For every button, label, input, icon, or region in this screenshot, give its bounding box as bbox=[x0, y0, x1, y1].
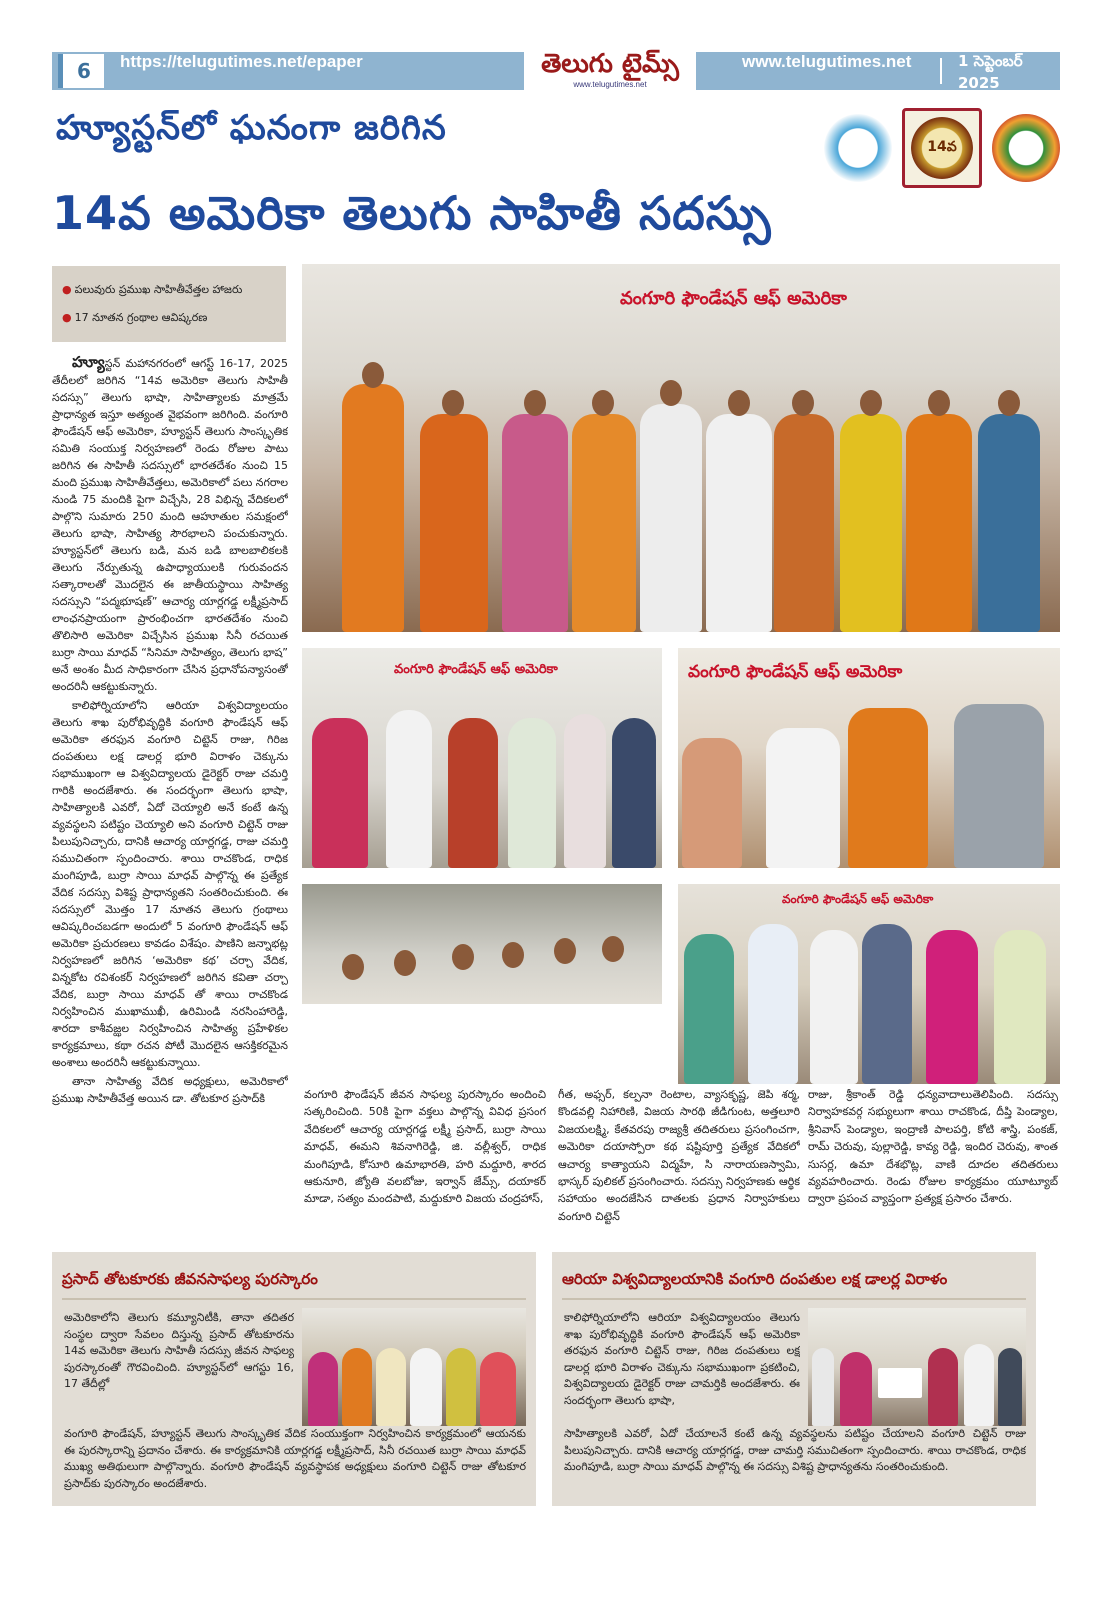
head bbox=[554, 938, 576, 964]
story-text: కాలిఫోర్నియాలోని ఆరియా విశ్వవిద్యాలయం తెలుగు శాఖ పురోభివృద్ధికి వంగూరి ఫౌండేషన్ ఆఫ్ అమెరికా తరఫున వంగూరి చిట్టెన్ రాజు, గిరిజ దంపతులు లక్ష డాలర్ల భూరి విరాళం చెక్కును సభాముఖంగా ప్రకటించి, విశ్వవిద్యాలయ డైరెక్టర్ రాజు చామర్తికి అందజేశారు. ఈ సందర్భంగా తెలుగు భాషా, bbox=[564, 1311, 800, 1407]
person bbox=[572, 414, 636, 632]
head bbox=[524, 390, 546, 416]
person bbox=[926, 930, 978, 1084]
person bbox=[420, 414, 488, 632]
continuation-column: వంగూరి ఫౌండేషన్ జీవన సాఫల్య పురస్కారం అందించి సత్కరించింది. 50కి పైగా వక్తలు పాల్గొన్న వివిధ ప్రసంగ వేదికలలో ఆచార్య యార్లగడ్డ లక్ష్మీ ప్రసాద్, బుర్రా సాయి మాధవ్, ఈమని శివనాగిరెడ్డి, జి. వల్లీశ్వర్, రాధిక మంగిపూడి, కోసూరి ఉమాభారతి, హరి మద్దూరి, శారద ఆకునూరి, జ్యోతి వలబోజు, ఇర్వాన్ జేమ్స్, దయాకర్ మాడా, సత్యం మందపాటి, మద్దుకూరి విజయ చంద్రహాస్, bbox=[304, 1088, 546, 1206]
person bbox=[410, 1348, 442, 1426]
vanguri-foundation-logo bbox=[824, 114, 892, 182]
head bbox=[442, 390, 464, 416]
person bbox=[998, 1348, 1022, 1426]
group-photo-main bbox=[302, 264, 1060, 632]
head bbox=[860, 390, 882, 416]
sadassu-14-logo bbox=[902, 108, 982, 188]
head bbox=[998, 390, 1020, 416]
highlights-box bbox=[52, 266, 286, 342]
person bbox=[748, 924, 798, 1084]
person bbox=[640, 404, 702, 632]
photo-banner: వంగూరి ఫౌండేషన్ ఆఫ్ అమెరికా bbox=[782, 892, 934, 906]
story-text: వంగూరి ఫౌండేషన్, హ్యూస్టన్ తెలుగు సాంస్కృతిక వేదిక సంయుక్తంగా నిర్వహించిన కార్యక్రమంలో ఆయనకు ఈ పురస్కారాన్ని ప్రదానం చేశారు. ఈ కార్యక్రమానికి యార్లగడ్డ లక్ష్మీప్రసాద్, సినీ రచయిత బుర్రా సాయి మాధవ్ ముఖ్య అతిథులుగా పాల్గొన్నారు. వంగూరి ఫౌండేషన్ వ్యవస్థాపక అధ్యక్షులు వంగూరి చిట్టెన్ రాజు తోటకూర ప్రసాద్‌కు పురస్కారం అందజేశారు. bbox=[64, 1427, 526, 1490]
lifetime-award-story bbox=[52, 1252, 536, 1506]
title-rule bbox=[62, 1298, 526, 1300]
story-text: సాహిత్యాలకి ఎవరో, ఏదో చేయాలనే కంటే ఉన్న వ్యవస్థలను పటిష్టం చేయాలని వంగూరి చిట్టెన్ రాజు పిలుపునిచ్చారు. దానికి ఆచార్య యార్లగడ్డ, రాజు చామర్తి సముచితంగా స్పందించారు. శాయి రాచకొండ, రాధిక మంగిపూడి, బుర్రా సాయి మాధవ్ పాల్గొన్న ఈ సదస్సు విశిష్ట ప్రాధాన్యతను సంతరించుకుంది. bbox=[564, 1427, 1026, 1474]
header-divider bbox=[940, 58, 942, 84]
site-url[interactable]: www.telugutimes.net bbox=[742, 52, 912, 71]
person bbox=[342, 1348, 372, 1426]
epaper-url[interactable]: https://telugutimes.net/epaper bbox=[120, 52, 363, 71]
page-number: 6 bbox=[58, 54, 104, 88]
person bbox=[774, 414, 834, 632]
continuation-column: రాజు, శ్రీకాంత్ రెడ్డి ధన్యవాదాలుతెలిపింది. సదస్సు నిర్వాహకవర్గ సభ్యులుగా శాయి రాచకొండ, దీప్తి పెండ్యాల, శ్రీనివాస్ పెండ్యాల, ఇంద్రాణి పాలపర్తి, కోటి శాస్త్రి, పంకజ్, రామ్ చెరువు, పుల్లారెడ్డి, కావ్య రెడ్డి, ఇందిర చెరువు, శాంత సుసర్ల, ఉమా దేశభొట్ల, వాణి దూదల తదితరులు వ్యవహరించారు. రెండు రోజుల కార్యక్రమం యూట్యూబ్ ద్వారా ప్రపంచ వ్యాప్తంగా ప్రత్యక్ష ప్రసారం చేశారు. bbox=[808, 1088, 1058, 1206]
continuation-column: గీత, అఫ్సర్, కల్పనా రెంటాల, వ్యాసకృష్ణ, జెపి శర్మ, కొండవల్లి నిహారిణి, విజయ సారథి జీడిగుంట, అత్తలూరి విజయలక్ష్మి, కేతవరపు రాజ్యశ్రీ తదితరులు ప్రసంగించగా, అమెరికా దయాస్పోరా కథ షష్టిపూర్తి ప్రత్యేక వేదికలో ఆచార్య కాత్యాయని విద్మహే, సి నారాయణస్వామి, భాస్కర్ పులికల్ ప్రసంగించారు. సదస్సు నిర్వహణకు ఆర్థిక సహాయం అందజేసిన దాతలకు ప్రధాన నిర్వాహకులు వంగూరి చిట్టెన్ bbox=[558, 1088, 800, 1223]
sadassu-badge: 14వ bbox=[911, 117, 973, 179]
head bbox=[602, 936, 624, 962]
person bbox=[446, 1348, 476, 1426]
body-paragraph: తానా సాహిత్య వేదిక అధ్యక్షులు, అమెరికాలో ప్రముఖ సాహితీవేత్త అయిన డా. తోటకూర ప్రసాద్‌కి bbox=[52, 1075, 288, 1105]
page-header bbox=[52, 49, 1060, 92]
photo-banner: వంగూరి ఫౌండేషన్ ఆఫ్ అమెరికా bbox=[688, 662, 903, 682]
person bbox=[448, 718, 498, 868]
story-title: ఆరియా విశ్వవిద్యాలయానికి వంగూరి దంపతుల లక్ష డాలర్ల విరాళం bbox=[562, 1270, 948, 1288]
person bbox=[684, 934, 734, 1084]
article-body bbox=[52, 354, 288, 1236]
head bbox=[928, 390, 950, 416]
person bbox=[954, 704, 1044, 868]
person bbox=[564, 714, 606, 868]
person bbox=[964, 1344, 994, 1426]
issue-date: 1 సెప్టెంబర్ 2025 bbox=[958, 52, 1023, 92]
person bbox=[706, 414, 772, 632]
article-headline: 14వ అమెరికా తెలుగు సాహితీ సదస్సు bbox=[52, 186, 772, 240]
highlight-item: ● 17 నూతన గ్రంథాల ఆవిష్కరణ bbox=[62, 304, 286, 332]
award-photo bbox=[302, 1308, 526, 1426]
cheque bbox=[878, 1368, 922, 1398]
table-cloth bbox=[302, 1004, 662, 1084]
person bbox=[682, 738, 742, 868]
person bbox=[766, 728, 840, 868]
body-paragraph: హ్యూస్టన్ మహానగరంలో ఆగస్ట్ 16-17, 2025 తేదీలలో జరిగిన “14వ అమెరికా తెలుగు సాహితీ సదస్సు” తెలుగు భాషా, సాహిత్యాలకు మాత్రమే ప్రాధాన్యత ఇస్తూ అత్యంత వైభవంగా జరిగింది. వంగూరి ఫౌండేషన్ ఆఫ్ అమెరికా, హ్యూస్టన్ తెలుగు సాంస్కృతిక సమితి సంయుక్త నిర్వహణలో రెండు రోజుల పాటు జరిగిన ఈ సాహితీ సదస్సులో భారతదేశం నుంచి 15 మంది ప్రముఖ సాహితీవేత్తలు, అమెరికాలో పలు నగరాల నుండి 75 మందికి పైగా విచ్చేసి, 28 విభిన్న వేదికలలో పాల్గొని సుమారు 250 మంది ఆహూతుల సమక్షంలో తెలుగు భాషా, సాహిత్య సౌరభాలని పంచుకున్నారు. హ్యూస్టన్‌లో తెలుగు బడి, మన బడి బాలబాలికలకి తెలుగు నేర్పుతున్న ఉపాధ్యాయులకి గురువందన సత్కారాలతో మొదలైన ఈ జాతీయస్థాయి సాహిత్య సదస్సుని “పద్మభూషణ్” ఆచార్య యార్లగడ్డ లక్ష్మీప్రసాద్ లాంఛనప్రాయంగా ప్రారంభించగా భారతదేశం నుంచి తొలిసారి అమెరికా విచ్చేసిన ప్రముఖ సినీ రచయిత బుర్రా సాయి మాధవ్ “సినిమా సాహిత్యం, తెలుగు భాష” అనే అంశం మీద సాధికారంగా చేసిన ప్రధానోపన్యాసంతో అందరినీ ఆకట్టుకున్నారు. bbox=[52, 354, 288, 693]
person bbox=[840, 1352, 872, 1426]
masthead-url: www.telugutimes.net bbox=[573, 80, 647, 89]
person bbox=[502, 414, 568, 632]
head bbox=[342, 954, 364, 980]
highlight-item: ● పలువురు ప్రముఖ సాహితీవేత్తల హాజరు bbox=[62, 276, 286, 304]
head bbox=[728, 390, 750, 416]
person bbox=[386, 710, 432, 868]
head bbox=[394, 950, 416, 976]
story-text: అమెరికాలోని తెలుగు కమ్యూనిటీకి, తానా తదితర సంస్థల ద్వారా సేవలం దిస్తున్న ప్రసాద్ తోటకూరను 14వ అమెరికా తెలుగు సాహితీ సదస్సు జీవన సాఫల్య పురస్కారంతో గౌరవించింది. హ్యూస్టన్‌లో ఆగస్టు 16, 17 తేదీల్లో bbox=[64, 1311, 294, 1391]
person bbox=[928, 1348, 958, 1426]
book-release-photo bbox=[302, 648, 662, 868]
photo-banner: వంగూరి ఫౌండేషన్ ఆఫ్ అమెరికా bbox=[620, 288, 847, 309]
article-kicker: హ్యూస్టన్‌లో ఘనంగా జరిగిన bbox=[56, 108, 447, 148]
person bbox=[906, 414, 972, 632]
person bbox=[812, 1348, 834, 1426]
donation-story bbox=[552, 1252, 1036, 1506]
award-ceremony-photo bbox=[678, 648, 1060, 868]
person bbox=[862, 924, 912, 1084]
person bbox=[480, 1352, 516, 1426]
person bbox=[342, 384, 404, 632]
head bbox=[792, 390, 814, 416]
head bbox=[452, 944, 474, 970]
head bbox=[362, 362, 384, 388]
person bbox=[612, 718, 656, 868]
story-title: ప్రసాద్ తోటకూరకు జీవనసాఫల్య పురస్కారం bbox=[62, 1270, 318, 1288]
person bbox=[978, 414, 1040, 632]
head bbox=[660, 380, 682, 406]
dropcap: హ్యూ bbox=[72, 354, 105, 371]
person bbox=[376, 1348, 406, 1426]
person bbox=[308, 1352, 338, 1426]
masthead-logo bbox=[524, 48, 696, 94]
person bbox=[848, 708, 928, 868]
person bbox=[810, 930, 858, 1084]
person bbox=[994, 930, 1046, 1084]
person bbox=[508, 718, 556, 868]
masthead-title: తెలుగు టైమ్స్ bbox=[541, 49, 679, 79]
event-logos bbox=[824, 108, 1060, 190]
person bbox=[840, 414, 902, 632]
donation-photo bbox=[808, 1308, 1026, 1426]
title-rule bbox=[562, 1298, 1026, 1300]
felicitation-photo bbox=[678, 884, 1060, 1084]
head bbox=[592, 390, 614, 416]
person bbox=[312, 718, 368, 868]
body-paragraph: కాలిఫోర్నియాలోని ఆరియా విశ్వవిద్యాలయం తెలుగు శాఖ పురోభివృద్ధికి వంగూరి ఫౌండేషన్ ఆఫ్ అమెరికా తరఫున వంగూరి చిట్టెన్ రాజు, గిరిజ దంపతులు లక్ష డాలర్ల భూరి విరాళం చెక్కును సభాముఖంగా ఆ విశ్వవిద్యాలయ డైరెక్టర్ రాజు చమర్తి గారికి అందజేశారు. ఈ సందర్భంగా తెలుగు భాషా, సాహిత్యాలకి ఎవరో, ఏదో చెయ్యాలి అనే కంటే ఉన్న వ్యవస్థలని పటిష్టం చెయ్యాలి అని వంగూరి చిట్టెన్ రాజు పిలుపునిచ్చారు, దానికి ఆచార్య యార్లగడ్డ, రాజు చమర్తి సముచితంగా స్పందించారు. శాయి రాచకొండ, రాధిక మంగిపూడి, బుర్రా సాయి మాధవ్ పాల్గొన్న ఈ ప్రత్యేక వేదిక సదస్సు విశిష్ట ప్రాధాన్యతని సంతరించుకుంది. ఈ సదస్సులో మొత్తం 17 నూతన తెలుగు గ్రంథాలు ఆవిష్కరించబడగా అందులో 5 వంగూరి ఫౌండేషన్ ఆఫ్ అమెరికా ప్రచురణలు కావడం విశేషం. పాణిని జన్నాభట్ల నిర్వహణలో జరిగిన ‘అమెరికా కథ’ చర్చా వేదిక, విన్నకోట రవిశంకర్ నిర్వహణలో జరిగిన కవితా చర్చా వేదిక, బుర్రా సాయి మాధవ్ తో శాయి రాచకొండ నిర్వహించిన ముఖాముఖీ, ఉరిమిండి నరసింహారెడ్డి, శారదా కాశీవజ్ఝల నిర్వహించిన సాహిత్య ప్రహేళికల కార్యక్రమాలు, కథా రచన పోటీ మొదలైన ఆసక్తికరమైన అంశాలు అందరినీ ఆకట్టుకున్నాయి. bbox=[52, 699, 288, 1069]
houston-telugu-samithi-logo bbox=[992, 114, 1060, 182]
photo-banner: వంగూరి ఫౌండేషన్ ఆఫ్ అమెరికా bbox=[394, 662, 558, 677]
audience-photo bbox=[302, 884, 662, 1084]
head bbox=[502, 942, 524, 968]
